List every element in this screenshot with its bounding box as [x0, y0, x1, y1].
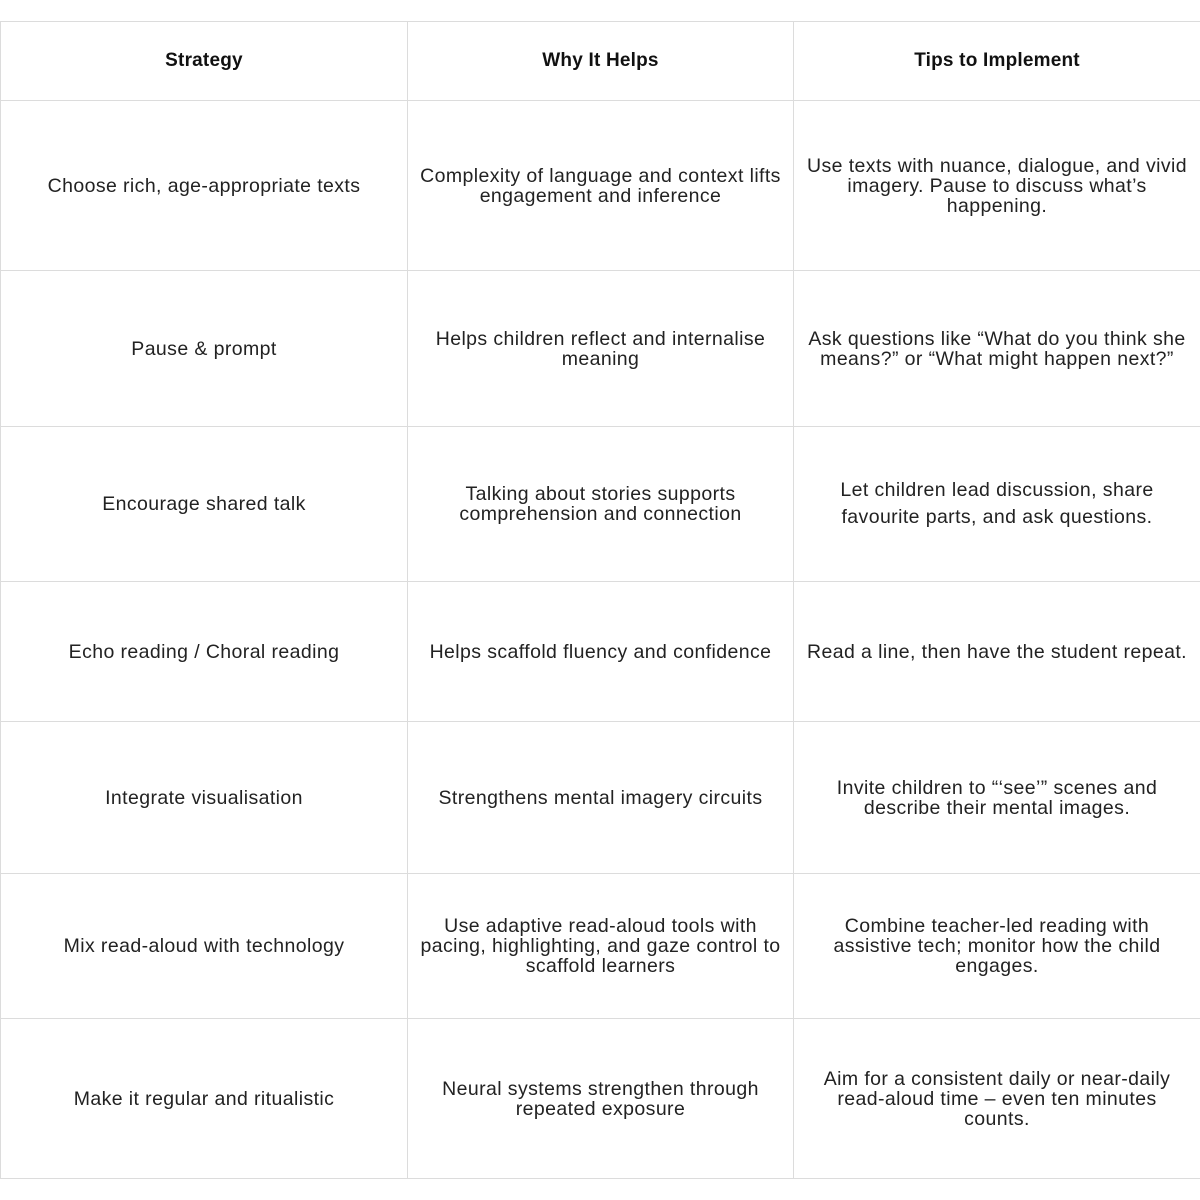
strategy-cell: Encourage shared talk — [1, 427, 408, 582]
why-cell: Use adaptive read-aloud tools with pacing, highlighting, and gaze control to scaffold learners — [408, 874, 794, 1019]
why-cell: Helps children reflect and internalise meaning — [408, 271, 794, 427]
header-tips-to-implement: Tips to Implement — [794, 22, 1200, 101]
table-row — [1, 101, 1200, 271]
tip-cell: Combine teacher-led reading with assistive tech; monitor how the child engages. — [794, 874, 1200, 1019]
why-cell: Helps scaffold fluency and confidence — [408, 582, 794, 722]
strategy-cell: Pause & prompt — [1, 271, 408, 427]
header-strategy: Strategy — [1, 22, 408, 101]
strategy-table-container — [0, 21, 1200, 1179]
strategy-cell: Echo reading / Choral reading — [1, 582, 408, 722]
why-cell: Complexity of language and context lifts engagement and inference — [408, 101, 794, 271]
table-row — [1, 1019, 1200, 1179]
table-row — [1, 582, 1200, 722]
strategy-cell: Integrate visualisation — [1, 722, 408, 874]
why-cell: Neural systems strengthen through repeated exposure — [408, 1019, 794, 1179]
strategy-cell: Make it regular and ritualistic — [1, 1019, 408, 1179]
table-row — [1, 427, 1200, 582]
tip-cell: Let children lead discussion, share favourite parts, and ask questions. — [794, 427, 1200, 582]
table-row — [1, 722, 1200, 874]
why-cell: Talking about stories supports comprehension and connection — [408, 427, 794, 582]
why-cell: Strengthens mental imagery circuits — [408, 722, 794, 874]
strategy-table — [0, 21, 1200, 1179]
strategy-cell: Choose rich, age-appropriate texts — [1, 101, 408, 271]
table-row — [1, 271, 1200, 427]
tip-cell: Aim for a consistent daily or near-daily read-aloud time – even ten minutes counts. — [794, 1019, 1200, 1179]
table-row — [1, 874, 1200, 1019]
tip-cell: Read a line, then have the student repeat. — [794, 582, 1200, 722]
header-why-it-helps: Why It Helps — [408, 22, 794, 101]
tip-cell: Use texts with nuance, dialogue, and vivid imagery. Pause to discuss what’s happening. — [794, 101, 1200, 271]
tip-cell: Invite children to “‘see’” scenes and describe their mental images. — [794, 722, 1200, 874]
table-header-row — [1, 22, 1200, 101]
tip-cell: Ask questions like “What do you think she means?” or “What might happen next?” — [794, 271, 1200, 427]
strategy-cell: Mix read-aloud with technology — [1, 874, 408, 1019]
